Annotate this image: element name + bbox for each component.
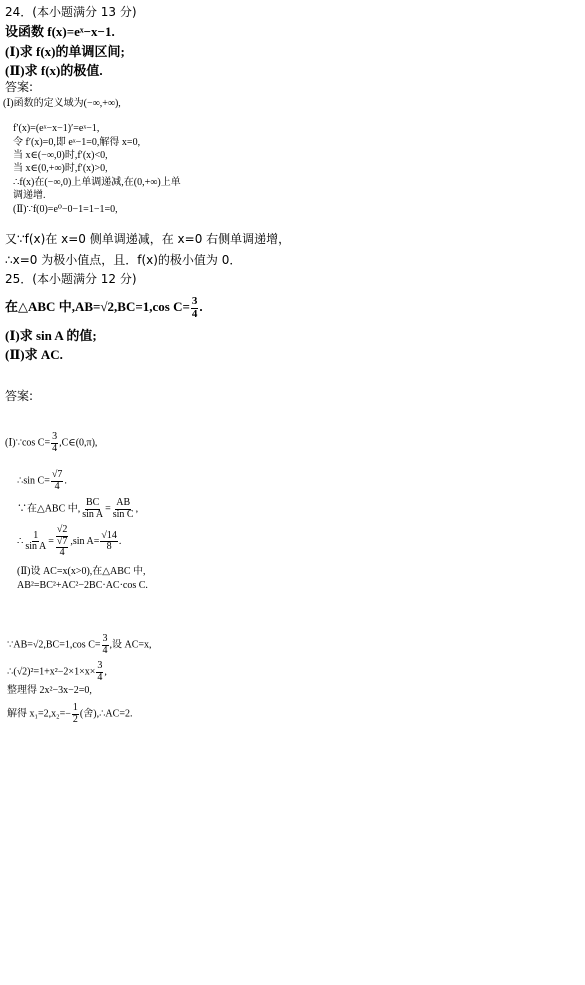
q25-part1: (Ⅰ)求 sin A 的值; — [5, 328, 97, 343]
q25-header: 25．(本小题满分 12 分) — [5, 272, 137, 286]
fraction — [112, 498, 135, 520]
fraction-numerator: 3 — [97, 660, 103, 671]
q25-sol-text: , — [135, 503, 139, 515]
q25-sol-text: ∵AB=√2,BC=1,cos C= — [7, 639, 101, 651]
q24-sol-line: ∴f(x)在(−∞,0)上单调递减,在(0,+∞)上单 — [13, 177, 181, 188]
q25-sol-line-5: (Ⅱ)设 AC=x(x>0),在△ABC 中, — [17, 566, 146, 577]
q25-sol-line-3 — [17, 498, 138, 520]
q25-stem-text: 在△ABC 中,AB=√2,BC=1,cos C= — [5, 299, 190, 315]
q25-sol-text: ∵在△ABC 中, — [17, 503, 81, 515]
fraction-denominator: sin A — [25, 541, 47, 553]
fraction-denominator — [55, 537, 70, 559]
fraction-numerator: √7 — [51, 469, 63, 480]
q24-sol-line: 当 x∈(−∞,0)时,f′(x)<0, — [13, 150, 108, 161]
q24-header: 24．(本小题满分 13 分) — [5, 5, 137, 19]
q24-part1: (Ⅰ)求 f(x)的单调区间; — [5, 44, 125, 59]
q25-sol-line-9: 整理得 2x²−3x−2=0, — [7, 685, 92, 696]
fraction-numerator: 3 — [102, 633, 108, 644]
q24-sol-line: (Ⅰ)函数的定义域为(−∞,+∞), — [3, 98, 121, 109]
fraction — [24, 531, 47, 553]
fraction — [72, 703, 79, 725]
q25-sol-text: ,sin A= — [70, 536, 100, 548]
q24-sol-line: 令 f′(x)=0,即 eˣ−1=0,解得 x=0, — [13, 137, 141, 148]
q25-sol-text: = — [48, 536, 54, 548]
q25-sol-line-1 — [5, 432, 97, 454]
fraction-numerator: BC — [86, 497, 100, 508]
q25-answer-label: 答案: — [5, 389, 34, 403]
q25-part2: (Ⅱ)求 AC. — [5, 347, 63, 362]
fraction-numerator: AB — [116, 497, 131, 508]
q25-sol-line-8 — [7, 661, 107, 683]
fraction-numerator: √7 — [56, 535, 68, 547]
q25-sol-line-6: AB²=BC²+AC²−2BC·AC·cos C. — [17, 580, 148, 591]
q24-sol-cont-2: ∴x=0 为极小值点，且．f(x)的极小值为 0． — [5, 253, 242, 267]
q25-sol-line-7 — [7, 634, 152, 656]
fraction — [51, 470, 64, 492]
fraction-denominator: 4 — [102, 644, 108, 656]
q25-sol-text: . — [64, 475, 67, 487]
fraction — [51, 432, 58, 454]
q25-sol-line-4 — [17, 525, 121, 559]
q24-sol-line: 当 x∈(0,+∞)时,f′(x)>0, — [13, 163, 108, 174]
q24-sol-line: f′(x)=(eˣ−x−1)′=eˣ−1, — [13, 123, 100, 134]
q25-sol-line-10 — [7, 703, 132, 725]
fraction — [100, 531, 118, 553]
fraction — [56, 537, 69, 559]
q25-stem — [5, 296, 203, 320]
q25-sol-text: = — [105, 503, 111, 515]
fraction-denominator: 4 — [54, 480, 60, 492]
q25-sol-text: , — [104, 666, 107, 678]
q25-sol-text: ,C∈(0,π), — [59, 437, 98, 449]
fraction-numerator: 3 — [191, 295, 198, 307]
q25-sol-text: ∴ — [17, 536, 24, 548]
fraction — [102, 634, 109, 656]
fraction-denominator: 2 — [72, 713, 78, 725]
q25-sol-text: ∴sin C= — [17, 475, 50, 487]
fraction — [81, 498, 104, 520]
fraction-denominator: 8 — [106, 541, 112, 553]
fraction-numerator: √14 — [101, 529, 117, 541]
q25-sol-text: ∴(√2)²=1+x²−2×1×x× — [7, 666, 96, 678]
q25-sol-text: ,设 AC=x, — [109, 639, 152, 651]
fraction-numerator: 1 — [72, 702, 78, 713]
q25-stem-fraction — [191, 296, 199, 320]
fraction-numerator: 1 — [33, 529, 39, 541]
compound-fraction — [55, 525, 70, 559]
fraction-denominator: 4 — [191, 307, 198, 320]
fraction-denominator: sin C — [112, 508, 134, 520]
fraction-denominator: 4 — [97, 671, 103, 683]
q24-answer-label: 答案: — [5, 80, 34, 94]
q25-sol-text: (舍),∴AC=2. — [79, 708, 133, 720]
q25-sol-text: (Ⅰ)∵cos C= — [5, 437, 51, 449]
q24-sol-cont-1: 又∵f(x)在 x=0 侧单调递减，在 x=0 右侧单调递增， — [5, 232, 291, 246]
fraction-denominator: sin A — [82, 508, 104, 520]
q25-stem-end: . — [199, 299, 203, 315]
q24-part2: (Ⅱ)求 f(x)的极值. — [5, 63, 103, 78]
fraction — [96, 661, 103, 683]
fraction-denominator: 4 — [52, 442, 58, 454]
q24-stem: 设函数 f(x)=eˣ−x−1. — [5, 24, 115, 39]
q25-sol-text: . — [118, 536, 122, 548]
fraction-numerator: 3 — [52, 431, 58, 442]
fraction-denominator: 4 — [59, 547, 65, 558]
q25-sol-text: 解得 x₁=2,x₂=− — [7, 708, 71, 720]
q24-sol-line: 调递增. — [13, 190, 46, 201]
fraction-numerator: √2 — [56, 524, 68, 535]
q25-sol-line-2 — [17, 470, 67, 492]
q24-sol-line: (Ⅱ)∵f(0)=e⁰−0−1=1−1=0, — [13, 204, 118, 215]
